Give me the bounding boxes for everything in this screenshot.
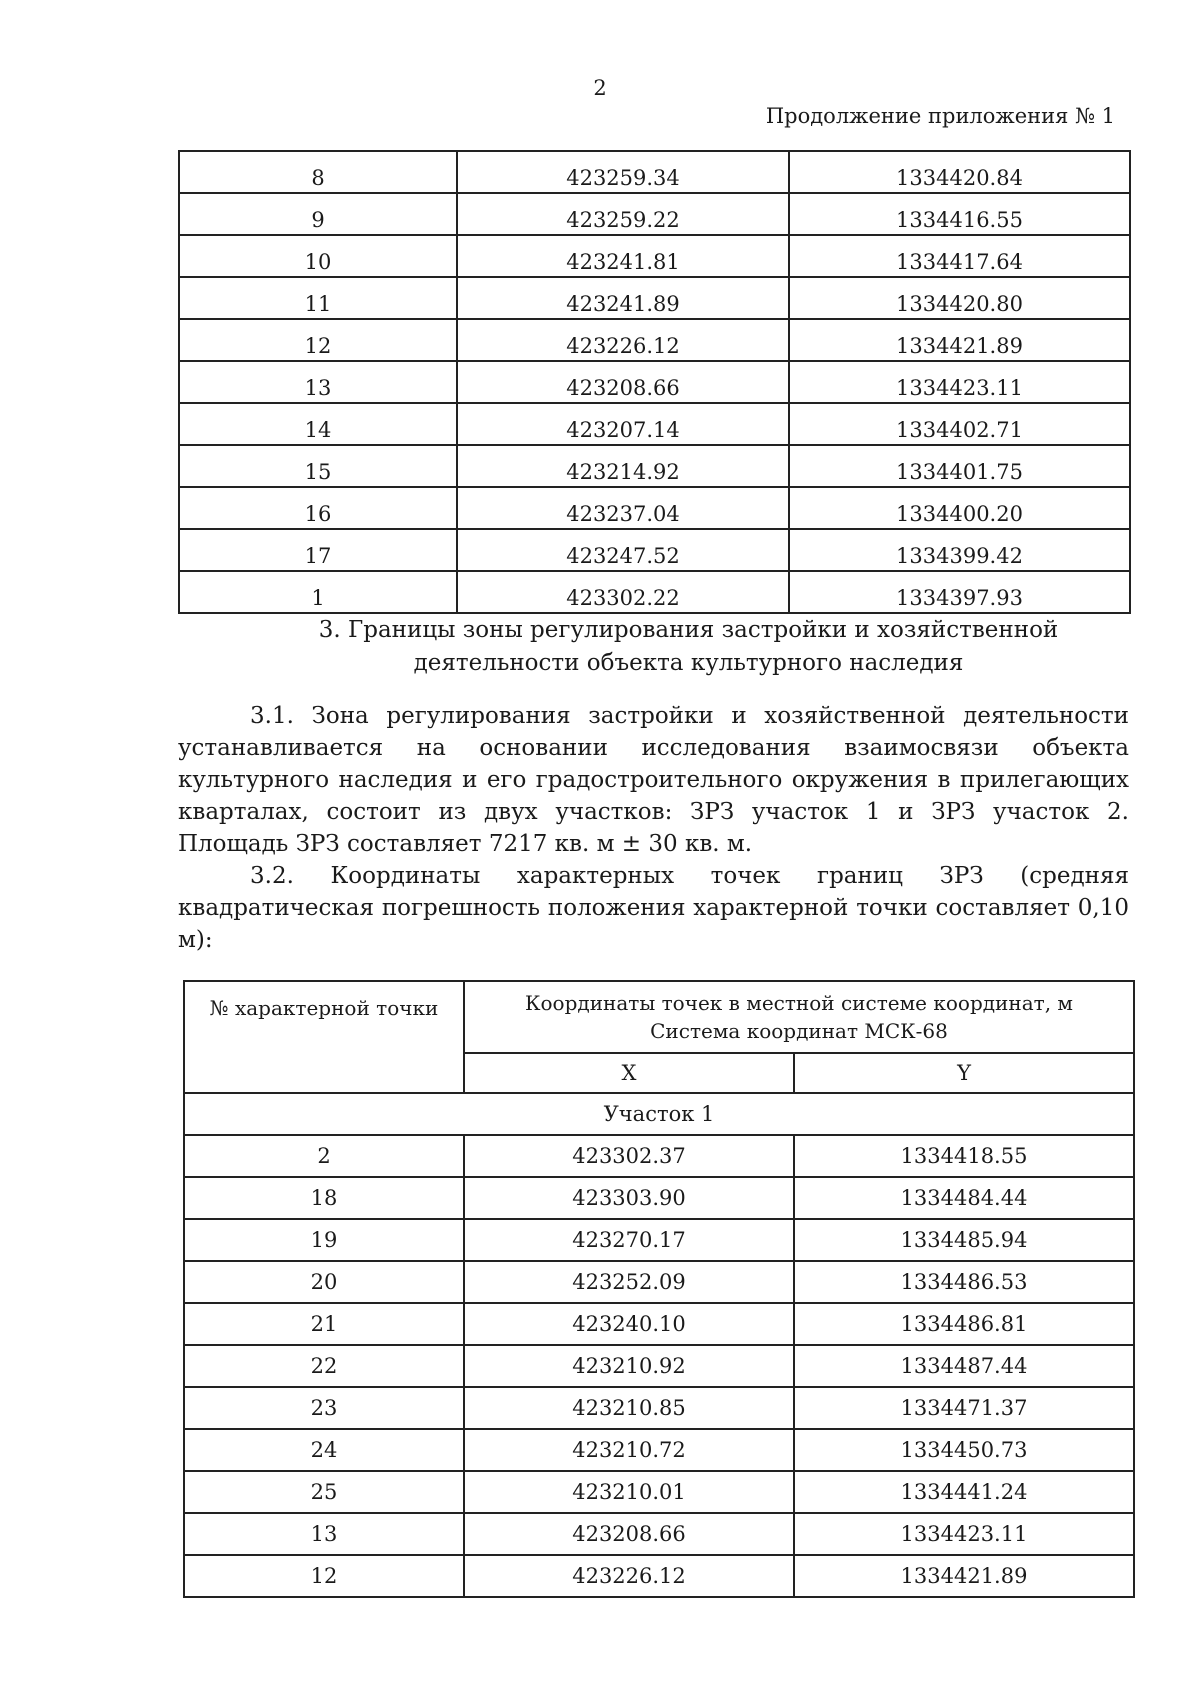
- y-coordinate-cell: 1334423.11: [794, 1513, 1134, 1555]
- table-row: [184, 1219, 1134, 1261]
- y-coordinate-cell: 1334416.55: [789, 193, 1130, 235]
- table-row: [179, 445, 1130, 487]
- table-row: [184, 1387, 1134, 1429]
- x-coordinate-cell: 423210.01: [464, 1471, 794, 1513]
- point-number-cell: 16: [179, 487, 457, 529]
- section-heading: [178, 614, 1129, 680]
- point-number-cell: 20: [184, 1261, 464, 1303]
- x-coordinate-cell: 423226.12: [457, 319, 789, 361]
- y-coordinate-cell: 1334486.53: [794, 1261, 1134, 1303]
- header-y: Y: [794, 1053, 1134, 1093]
- y-coordinate-cell: 1334471.37: [794, 1387, 1134, 1429]
- paragraph-3-2: 3.2. Координаты характерных точек границ ЗРЗ (средняя квадратическая погрешность положения характерной точки составляет 0,10 м):: [178, 863, 1129, 953]
- section-heading-line: деятельности объекта культурного наследия: [413, 650, 964, 676]
- header-coordinate-system: Система координат МСК-68: [650, 1019, 948, 1043]
- table-row: [179, 193, 1130, 235]
- table-row: [184, 1471, 1134, 1513]
- x-coordinate-cell: 423259.22: [457, 193, 789, 235]
- y-coordinate-cell: 1334401.75: [789, 445, 1130, 487]
- y-coordinate-cell: 1334397.93: [789, 571, 1130, 613]
- appendix-note: Продолжение приложения № 1: [765, 104, 1115, 128]
- coordinates-table-continued: [178, 150, 1131, 614]
- table-row: [184, 1303, 1134, 1345]
- table-row: [184, 1177, 1134, 1219]
- zrz-coordinates-table: [183, 980, 1135, 1598]
- point-number-cell: 11: [179, 277, 457, 319]
- point-number-cell: 14: [179, 403, 457, 445]
- y-coordinate-cell: 1334420.80: [789, 277, 1130, 319]
- point-number-cell: 9: [179, 193, 457, 235]
- x-coordinate-cell: 423208.66: [457, 361, 789, 403]
- table-row: [179, 403, 1130, 445]
- table-row: [184, 1135, 1134, 1177]
- table-row: [179, 361, 1130, 403]
- table-row: [179, 277, 1130, 319]
- table-section-row: [184, 1093, 1134, 1135]
- point-number-cell: 21: [184, 1303, 464, 1345]
- zrz-table-body: [184, 1093, 1134, 1597]
- x-coordinate-cell: 423208.66: [464, 1513, 794, 1555]
- point-number-cell: 8: [179, 151, 457, 193]
- y-coordinate-cell: 1334450.73: [794, 1429, 1134, 1471]
- point-number-cell: 17: [179, 529, 457, 571]
- y-coordinate-cell: 1334420.84: [789, 151, 1130, 193]
- page-number: 2: [593, 76, 607, 100]
- point-number-cell: 13: [184, 1513, 464, 1555]
- x-coordinate-cell: 423259.34: [457, 151, 789, 193]
- point-number-cell: 22: [184, 1345, 464, 1387]
- table-row: [179, 487, 1130, 529]
- header-coordinates-line: Координаты точек в местной системе координат, м: [525, 991, 1073, 1015]
- y-coordinate-cell: 1334486.81: [794, 1303, 1134, 1345]
- y-coordinate-cell: 1334485.94: [794, 1219, 1134, 1261]
- paragraph-3-1: 3.1. Зона регулирования застройки и хозяйственной деятельности устанавливается на основании исследования взаимосвязи объекта культурного наследия и его градостроительного окружения в прилегающих кварталах, состоит из двух участков: ЗРЗ участок 1 и ЗРЗ участок 2. Площадь ЗРЗ составляет 7217 кв. м ± 30 кв. м.: [178, 703, 1129, 857]
- y-coordinate-cell: 1334399.42: [789, 529, 1130, 571]
- table-row: [184, 1555, 1134, 1597]
- point-number-cell: 19: [184, 1219, 464, 1261]
- table-row: [179, 235, 1130, 277]
- y-coordinate-cell: 1334484.44: [794, 1177, 1134, 1219]
- y-coordinate-cell: 1334423.11: [789, 361, 1130, 403]
- point-number-cell: 10: [179, 235, 457, 277]
- x-coordinate-cell: 423247.52: [457, 529, 789, 571]
- header-point-number: № характерной точки: [184, 981, 464, 1093]
- point-number-cell: 25: [184, 1471, 464, 1513]
- y-coordinate-cell: 1334402.71: [789, 403, 1130, 445]
- x-coordinate-cell: 423237.04: [457, 487, 789, 529]
- x-coordinate-cell: 423210.72: [464, 1429, 794, 1471]
- y-coordinate-cell: 1334441.24: [794, 1471, 1134, 1513]
- x-coordinate-cell: 423302.37: [464, 1135, 794, 1177]
- x-coordinate-cell: 423302.22: [457, 571, 789, 613]
- x-coordinate-cell: 423270.17: [464, 1219, 794, 1261]
- x-coordinate-cell: 423241.89: [457, 277, 789, 319]
- x-coordinate-cell: 423240.10: [464, 1303, 794, 1345]
- table-row: [179, 319, 1130, 361]
- point-number-cell: 1: [179, 571, 457, 613]
- point-number-cell: 2: [184, 1135, 464, 1177]
- x-coordinate-cell: 423252.09: [464, 1261, 794, 1303]
- y-coordinate-cell: 1334487.44: [794, 1345, 1134, 1387]
- x-coordinate-cell: 423226.12: [464, 1555, 794, 1597]
- table-row: [179, 151, 1130, 193]
- point-number-cell: 12: [179, 319, 457, 361]
- header-coordinates: [464, 981, 1134, 1053]
- y-coordinate-cell: 1334418.55: [794, 1135, 1134, 1177]
- header-x: X: [464, 1053, 794, 1093]
- table-row: [179, 529, 1130, 571]
- point-number-cell: 12: [184, 1555, 464, 1597]
- point-number-cell: 23: [184, 1387, 464, 1429]
- y-coordinate-cell: 1334400.20: [789, 487, 1130, 529]
- table-row: [184, 1345, 1134, 1387]
- table-row: [184, 1261, 1134, 1303]
- x-coordinate-cell: 423207.14: [457, 403, 789, 445]
- x-coordinate-cell: 423210.85: [464, 1387, 794, 1429]
- y-coordinate-cell: 1334421.89: [789, 319, 1130, 361]
- section-heading-line: 3. Границы зоны регулирования застройки и хозяйственной: [318, 617, 1059, 643]
- table-row: [179, 571, 1130, 613]
- table-header-row: [184, 981, 1134, 1053]
- x-coordinate-cell: 423214.92: [457, 445, 789, 487]
- table-row: [184, 1429, 1134, 1471]
- point-number-cell: 15: [179, 445, 457, 487]
- x-coordinate-cell: 423241.81: [457, 235, 789, 277]
- x-coordinate-cell: 423303.90: [464, 1177, 794, 1219]
- table-row: [184, 1513, 1134, 1555]
- y-coordinate-cell: 1334421.89: [794, 1555, 1134, 1597]
- x-coordinate-cell: 423210.92: [464, 1345, 794, 1387]
- coordinates-table-body: [179, 151, 1130, 613]
- section-label: Участок 1: [184, 1093, 1134, 1135]
- point-number-cell: 13: [179, 361, 457, 403]
- y-coordinate-cell: 1334417.64: [789, 235, 1130, 277]
- point-number-cell: 24: [184, 1429, 464, 1471]
- point-number-cell: 18: [184, 1177, 464, 1219]
